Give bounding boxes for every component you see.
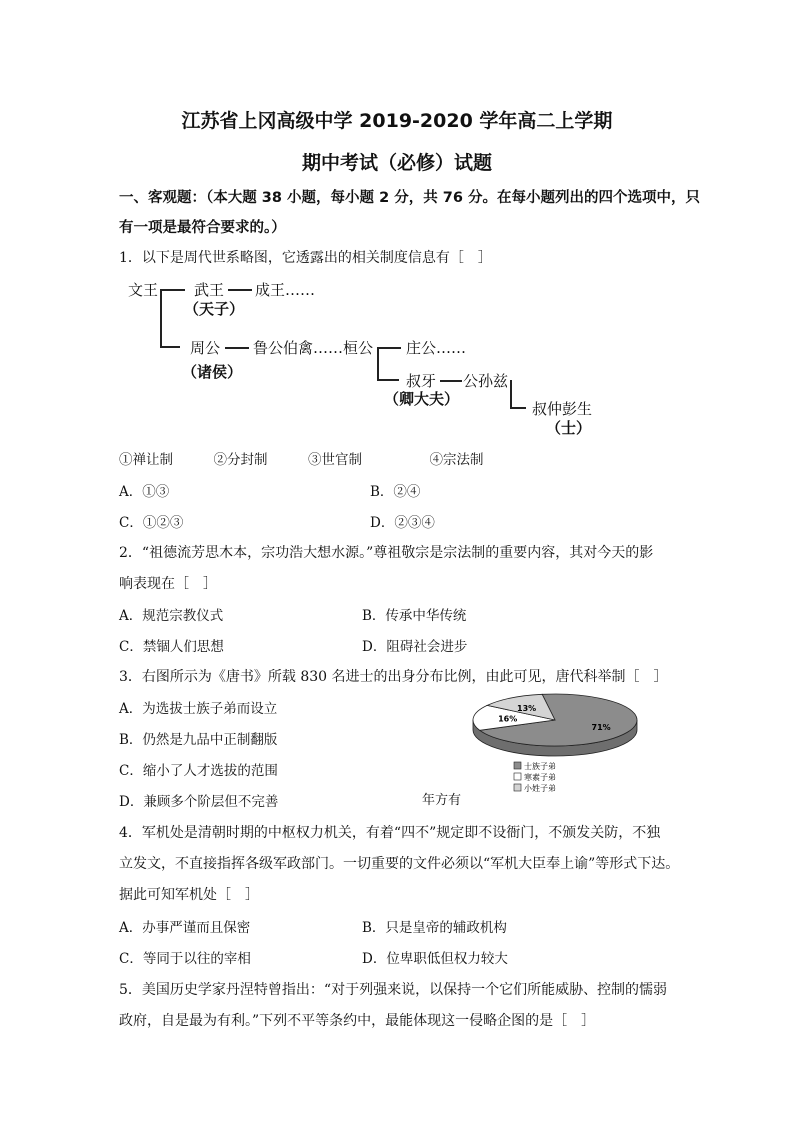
question-2-option-a: A．规范宗教仪式 bbox=[119, 608, 224, 624]
question-1-option-a: A．①③ bbox=[119, 484, 170, 500]
question-2-option-c: C．禁锢人们思想 bbox=[119, 639, 224, 655]
question-5-line2: 政府，自是最为有利。”下列不平等条约中，最能体现这一侵略企图的是［ ］ bbox=[119, 1013, 596, 1029]
tree-qingdafu: （卿大夫） bbox=[384, 390, 460, 408]
page-subtitle: 期中考试（必修）试题 bbox=[301, 152, 492, 174]
question-2-line2: 响表现在［ ］ bbox=[119, 576, 217, 592]
question-3-option-a: A．为选拔士族子弟而设立 bbox=[119, 701, 278, 717]
tree-luggong: 鲁公伯禽……桓公 bbox=[253, 339, 374, 357]
question-4-option-c: C．等同于以往的宰相 bbox=[119, 951, 251, 967]
question-4-line2: 立发文，不直接指挥各级军政部门。一切重要的文件必须以“军机大臣奉上谕”等形式下达。 bbox=[119, 856, 680, 872]
question-1-items: ①禅让制 ②分封制 ③世官制 ④宗法制 bbox=[119, 452, 484, 468]
tree-shuya: 叔牙 bbox=[406, 372, 437, 390]
tree-gongsunzi: 公孙兹 bbox=[463, 372, 509, 390]
legend-swatch-2 bbox=[514, 773, 521, 780]
question-2-option-b: B．传承中华传统 bbox=[362, 608, 467, 624]
question-1-option-d: D．②③④ bbox=[370, 515, 435, 531]
question-1-option-b: B．②④ bbox=[370, 484, 421, 500]
tree-tianzi: （天子） bbox=[184, 300, 245, 318]
section-instructions-line2: 有一项是最符合要求的。） bbox=[119, 220, 286, 236]
question-3-option-b: B．仍然是九品中正制翻版 bbox=[119, 732, 278, 748]
question-2-option-d: D．阻碍社会进步 bbox=[362, 639, 468, 655]
legend-label-1: 士族子弟 bbox=[524, 762, 556, 771]
question-4-option-a: A．办事严谨而且保密 bbox=[119, 920, 251, 936]
legend-label-3: 小姓子弟 bbox=[524, 784, 556, 793]
question-2-line1: 2．“祖德流芳思木本，宗功浩大想水源。”尊祖敬宗是宗法制的重要内容，其对今天的影 bbox=[119, 545, 654, 561]
page-title: 江苏省上冈高级中学 2019-2020 学年高二上学期 bbox=[181, 110, 613, 132]
chart-caption: 年方有 bbox=[422, 793, 462, 808]
pie-label-2: 16% bbox=[498, 714, 518, 724]
question-4-line1: 4．军机处是清朝时期的中枢权力机关，有着“四不”规定即不设衙门，不颁发关防，不独 bbox=[119, 825, 661, 841]
tree-zhougong: 周公 bbox=[190, 339, 221, 357]
tree-zhuanggong: 庄公…… bbox=[406, 339, 467, 357]
tree-chengwang: 成王…… bbox=[255, 281, 316, 299]
question-3-stem: 3．右图所示为《唐书》所载 830 名进士的出身分布比例，由此可见，唐代科举制［ ］ bbox=[119, 669, 668, 685]
question-3-option-c: C．缩小了人才选拔的范围 bbox=[119, 763, 278, 779]
legend-swatch-1 bbox=[514, 762, 521, 769]
tree-zhuhou: （诸侯） bbox=[182, 363, 243, 381]
pie-label-1: 71% bbox=[591, 722, 611, 732]
question-4-line3: 据此可知军机处［ ］ bbox=[119, 887, 259, 903]
question-4-option-b: B．只是皇帝的辅政机构 bbox=[362, 920, 507, 936]
section-instructions-line1: 一、客观题：（本大题 38 小题，每小题 2 分，共 76 分。在每小题列出的四个选项中，只 bbox=[119, 190, 700, 206]
tree-wenwang: 文王 bbox=[128, 281, 159, 299]
tree-shuzhong: 叔仲彭生 bbox=[532, 400, 593, 418]
tree-shi: （士） bbox=[546, 419, 592, 437]
pie-chart bbox=[460, 690, 640, 810]
pie-label-3: 13% bbox=[517, 703, 537, 713]
question-4-option-d: D．位卑职低但权力较大 bbox=[362, 951, 508, 967]
tree-wuwang: 武王 bbox=[194, 281, 225, 299]
question-1-stem: 1．以下是周代世系略图，它透露出的相关制度信息有［ ］ bbox=[119, 250, 492, 266]
question-1-option-c: C．①②③ bbox=[119, 515, 184, 531]
legend-label-2: 寒素子弟 bbox=[524, 773, 556, 782]
question-5-line1: 5．美国历史学家丹涅特曾指出：“对于列强来说，以保持一个它们所能威胁、控制的懦弱 bbox=[119, 982, 668, 998]
legend-swatch-3 bbox=[514, 784, 521, 791]
question-3-option-d: D．兼顾多个阶层但不完善 bbox=[119, 794, 279, 810]
